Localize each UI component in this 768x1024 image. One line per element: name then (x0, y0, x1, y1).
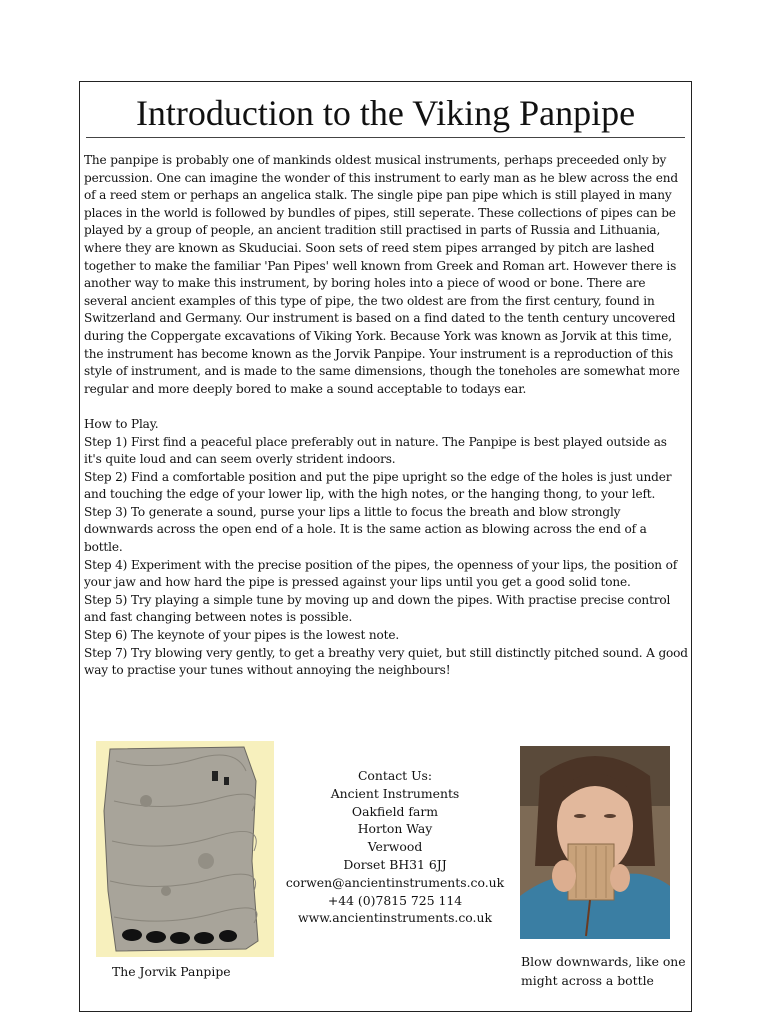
contact-address-line: Verwood (367, 839, 423, 855)
step-5: Step 5) Try playing a simple tune by moving up and down the pipes. With practise precise control and fast changing between notes is possible. (84, 592, 671, 625)
step-1: Step 1) First find a peaceful place preferably out in nature. The Panpipe is best played outside as it's quite loud and can seem overly strident indoors. (84, 434, 667, 467)
contact-block (285, 767, 505, 927)
step-2: Step 2) Find a comfortable position and put the pipe upright so the edge of the holes is just under and touching the edge of your lower lip, with the high notes, or the hanging thong, to your left. (84, 469, 672, 502)
contact-address-line: Horton Way (357, 821, 433, 837)
how-to-play-heading: How to Play. (84, 416, 159, 431)
intro-paragraph: The panpipe is probably one of mankinds oldest musical instruments, perhaps preceeded only by percussion. One can imagine the wonder of this instrument to early man as he blew across the end of a reed stem or perhaps an angelica stalk. The single pipe pan pipe which is still played in many places in the world is followed by bundles of pipes, still seperate. These collections of pipes can be played by a group of people, an ancient tradition still practised in parts of Russia and Lithuania, where they are known as Skuduciai. Soon sets of reed stem pipes arranged by pitch are lashed together to make the familiar 'Pan Pipes' well known from Greek and Roman art. However there is another way to make this instrument, by boring holes into a piece of wood or bone. There are several ancient examples of this type of pipe, the two oldest are from the first century, found in Switzerland and Germany. Our instrument is based on a find dated to the tenth century uncovered during the Coppergate excavations of Viking York. Because York was known as Jorvik at this time, the instrument has become known as the Jorvik Panpipe. Your instrument is a reproduction of this style of instrument, and is made to the same dimensions, though the toneholes are somewhat more regular and more deeply bored to make a sound acceptable to todays ear. (84, 153, 680, 396)
jorvik-panpipe-image (96, 741, 274, 957)
contact-address-line: Oakfield farm (351, 803, 439, 819)
panpipe-caption: The Jorvik Panpipe (112, 964, 231, 979)
step-3: Step 3) To generate a sound, purse your lips a little to focus the breath and blow strongly downwards across the open end of a hole. It is the same action as blowing across the end of a bottle. (84, 504, 647, 555)
step-7: Step 7) Try blowing very gently, to get a breathy very quiet, but still distinctly pitched sound. A good way to practise your tunes without annoying the neighbours! (84, 645, 688, 678)
step-6: Step 6) The keynote of your pipes is the lowest note. (84, 628, 400, 643)
page-frame (79, 81, 692, 1012)
photo-caption: Blow downwards, like one might across a bottle (521, 954, 686, 988)
contact-email: corwen@ancientinstruments.co.uk (285, 874, 505, 890)
contact-heading: Contact Us: (357, 768, 433, 783)
paragraph-gap (84, 398, 688, 416)
contact-phone: +44 (0)7815 725 114 (327, 892, 463, 908)
contact-name: Ancient Instruments (330, 785, 460, 801)
step-4: Step 4) Experiment with the precise position of the pipes, the openness of your lips, the position of your jaw and how hard the pipe is pressed against your lips until you get a good solid tone. (84, 557, 678, 590)
page-title: Introduction to the Viking Panpipe (135, 93, 636, 133)
player-photo (520, 746, 670, 939)
article-body (84, 152, 688, 680)
title-divider (86, 137, 685, 138)
contact-website: www.ancientinstruments.co.uk (298, 910, 492, 926)
contact-address-line: Dorset BH31 6JJ (343, 856, 447, 872)
